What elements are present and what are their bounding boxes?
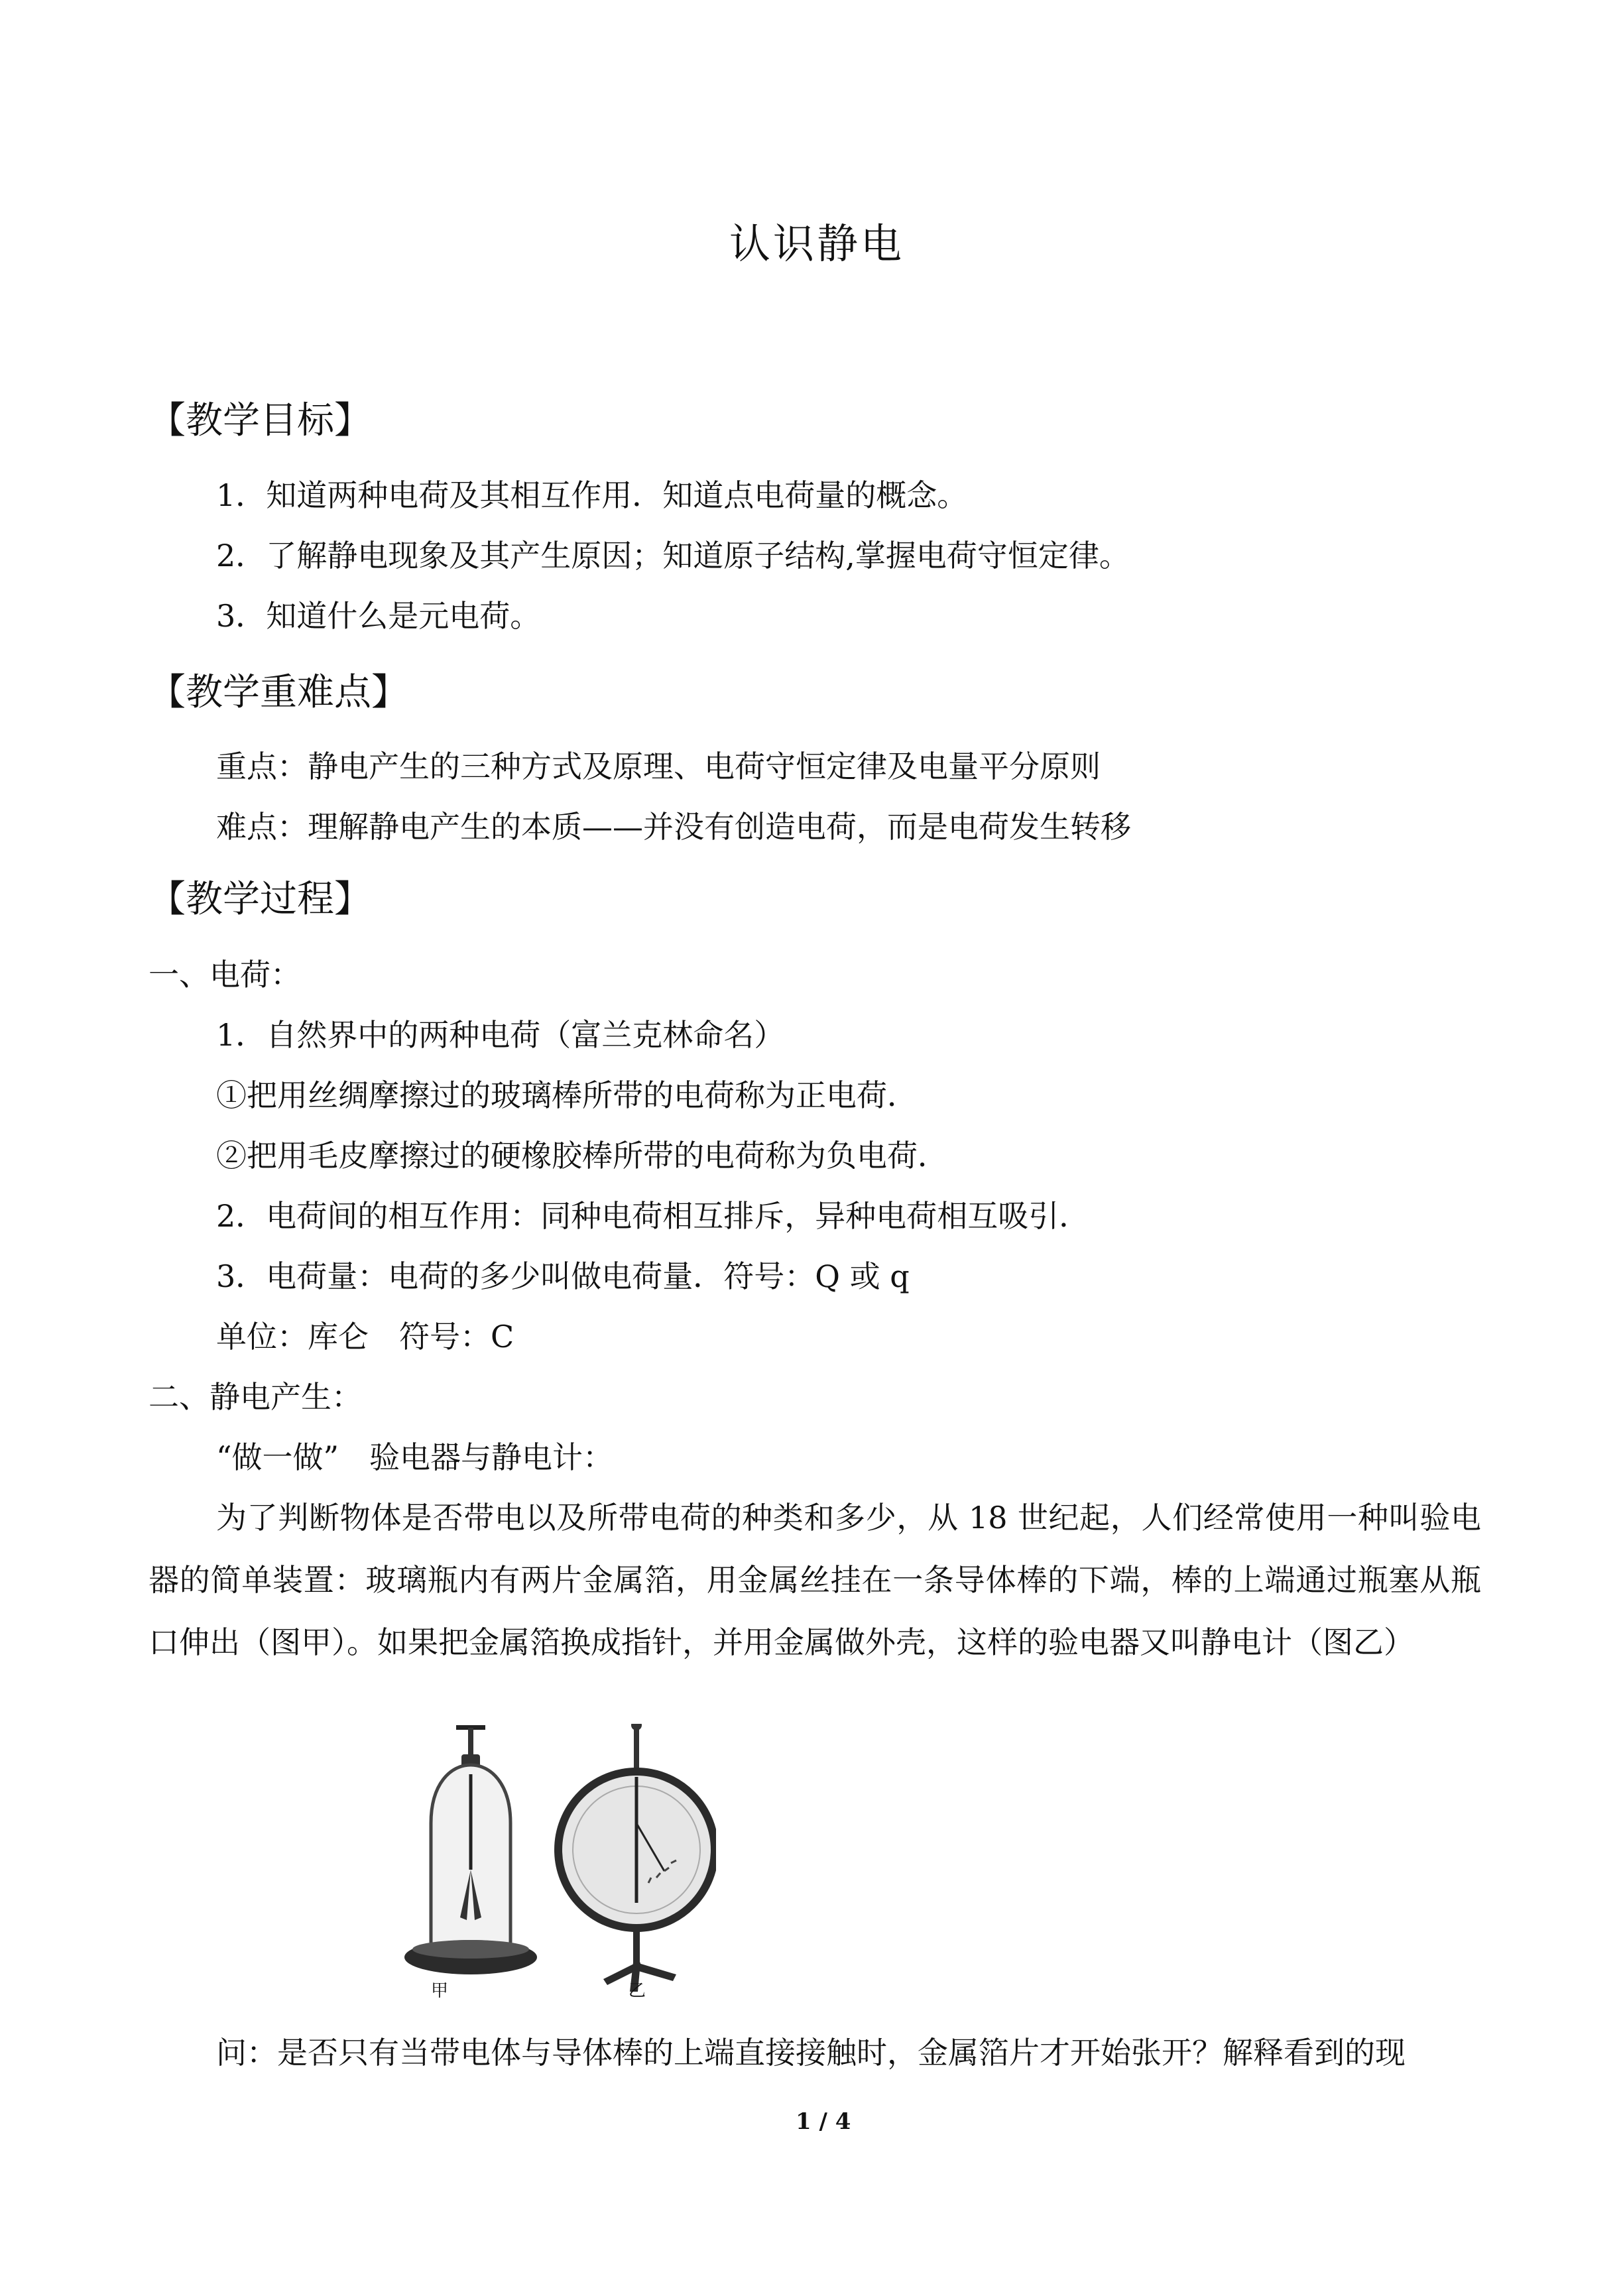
charge-line: 3．电荷量：电荷的多少叫做电荷量．符号：Q 或 q (216, 1258, 910, 1294)
objective-item: 2．了解静电现象及其产生原因；知道原子结构,掌握电荷守恒定律。 (216, 538, 1130, 574)
charge-line: 1．自然界中的两种电荷（富兰克林命名） (216, 1017, 785, 1053)
section-heading-key-points: 【教学重难点】 (149, 671, 408, 714)
key-point-focus: 重点：静电产生的三种方式及原理、电荷守恒定律及电量平分原则 (216, 749, 1101, 784)
charge-line: 2．电荷间的相互作用：同种电荷相互排斥，异种电荷相互吸引． (216, 1198, 1090, 1234)
charge-line: 单位：库仑 符号：C (216, 1319, 514, 1355)
electroscope-jar-drawing (404, 1725, 537, 1974)
electrometer-dial-drawing (558, 1724, 715, 1992)
section-heading-process: 【教学过程】 (149, 878, 371, 921)
objective-item: 3．知道什么是元电荷。 (216, 598, 541, 634)
part-title-static: 二、静电产生： (149, 1379, 362, 1415)
activity-line: “做一做” 验电器与静电计： (216, 1439, 614, 1475)
body-paragraph: 为了判断物体是否带电以及所带电荷的种类和多少，从 18 世纪起，人们经常使用一种叫验电器的简单装置：玻璃瓶内有两片金属箔，用金属丝挂在一条导体棒的下端，棒的上端通过瓶塞从瓶口伸出（图甲）。如果把金属箔换成指针，并用金属做外壳，这样的验电器又叫静电计（图乙） (149, 1500, 1481, 1660)
objective-item: 1．知道两种电荷及其相互作用．知道点电荷量的概念。 (216, 477, 968, 513)
key-point-difficulty: 难点：理解静电产生的本质——并没有创造电荷，而是电荷发生转移 (216, 809, 1131, 845)
part-title-charge: 一、电荷： (149, 957, 301, 993)
page-title: 认识静电 (729, 219, 905, 268)
page-number: 1 / 4 (796, 2108, 851, 2135)
section-heading-objectives: 【教学目标】 (149, 399, 371, 442)
figure-label-yi: 乙 (629, 1981, 646, 2001)
electroscope-figure (404, 1724, 716, 2001)
charge-line: ②把用毛皮摩擦过的硬橡胶棒所带的电荷称为负电荷． (216, 1138, 948, 1174)
question-line: 问：是否只有当带电体与导体棒的上端直接接触时，金属箔片才开始张开？解释看到的现 (216, 2035, 1406, 2071)
charge-line: ①把用丝绸摩擦过的玻璃棒所带的电荷称为正电荷． (216, 1077, 918, 1113)
figure-label-jia: 甲 (431, 1981, 449, 2001)
electroscope-illustration (404, 1724, 716, 2001)
